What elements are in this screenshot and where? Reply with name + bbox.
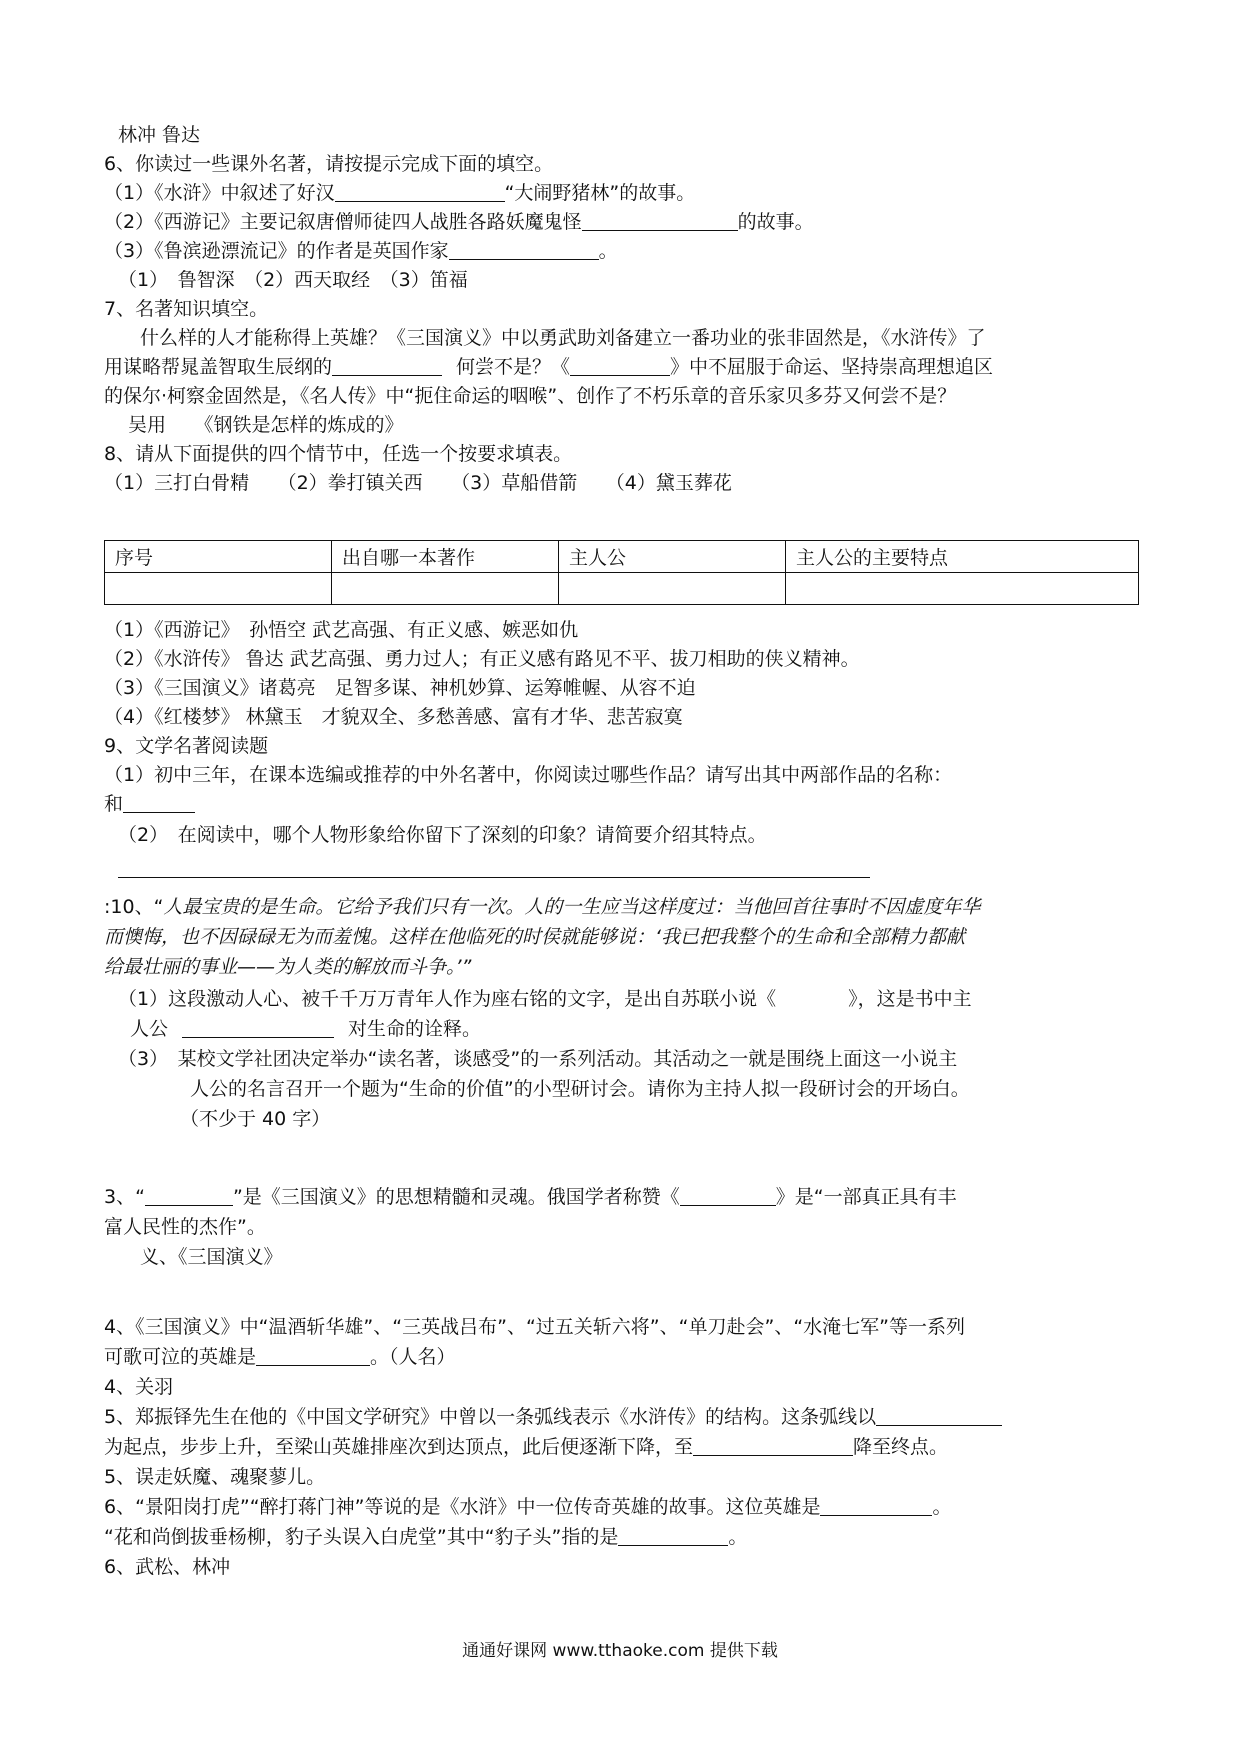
text-line: 林冲 鲁达 <box>118 124 201 146</box>
text-line <box>104 790 195 818</box>
text-line: 4、《三国演义》中“温酒斩华雄”、“三英战吕布”、“过五关斩六将”、“单刀赴会”、“水淹七军”等一系列 <box>104 1316 966 1338</box>
text-line <box>104 1343 456 1371</box>
text-line <box>104 179 695 207</box>
text-line <box>104 1433 948 1461</box>
text-line: （1）三打白骨精 （2）拳打镇关西 （3）草船借箭 （4）黛玉葬花 <box>104 472 732 494</box>
answer-line: 义、《三国演义》 <box>140 1246 283 1268</box>
table-cell[interactable] <box>786 573 1139 605</box>
answer-line: （4）《红楼梦》 林黛玉 才貌双全、多愁善感、富有才华、悲苦寂寞 <box>104 706 683 728</box>
table-cell[interactable] <box>559 573 786 605</box>
text-fragment: 对生命的诠释。 <box>348 1018 482 1040</box>
table-header-cell: 序号 <box>105 541 332 573</box>
text-line: 什么样的人才能称得上英雄？《三国演义》中以勇武助刘备建立一番功业的张非固然是，《水浒传》了 <box>140 327 986 349</box>
text-fragment: 降至终点。 <box>853 1436 949 1458</box>
fill-blank[interactable] <box>123 792 195 813</box>
text-fragment: （1）《水浒》中叙述了好汉 <box>104 182 335 204</box>
text-fragment: :10、“ <box>104 896 164 918</box>
fill-blank[interactable] <box>182 1017 334 1038</box>
text-fragment: 为起点，步步上升，至梁山英雄排座次到达顶点，此后便逐渐下降，至 <box>104 1436 694 1458</box>
question-heading: 6、你读过一些课外名著，请按提示完成下面的填空。 <box>104 153 554 175</box>
quote-text: 给最壮丽的事业——为人类的解放而斗争。’” <box>104 956 472 978</box>
text-fragment: 。 <box>728 1526 748 1548</box>
quote-text: 而懊悔，也不因碌碌无为而羞愧。这样在他临死的时侯就能够说：‘我已把我整个的生命和全部精力都献 <box>104 926 966 948</box>
fill-blank[interactable] <box>820 1495 932 1516</box>
text-line: 的保尔·柯察金固然是，《名人传》中“扼住命运的咽喉”、创作了不朽乐章的音乐家贝多芬又何尝不是？ <box>104 385 957 407</box>
answer-line: 吴用 《钢铁是怎样的炼成的》 <box>128 414 404 436</box>
quote-text: 人最宝贵的是生命。它给予我们只有一次。人的一生应当这样度过：当他回首往事时不因虚度年华 <box>163 896 981 918</box>
text-fragment: （1）这段激动人心、被千千万万青年人作为座右铭的文字，是出自苏联小说《 <box>118 988 777 1010</box>
text-line: （不少于 40 字） <box>180 1108 331 1130</box>
answer-line: （1） 鲁智深 （2）西天取经 （3）笛福 <box>118 269 468 291</box>
text-line <box>104 1523 747 1551</box>
answer-line: 5、误走妖魔、魂聚蓼儿。 <box>104 1466 326 1488</box>
table-row <box>105 573 1139 605</box>
table-header-cell: 主人公的主要特点 <box>786 541 1139 573</box>
fill-blank[interactable] <box>693 1435 853 1456</box>
answer-line: （2）《水浒传》 鲁达 武艺高强、勇力过人；有正义感有路见不平、拔刀相助的侠义精神。 <box>104 648 860 670</box>
text-line <box>104 208 814 236</box>
fill-blank[interactable] <box>145 1185 233 1206</box>
fill-blank[interactable] <box>876 1405 1002 1426</box>
question-heading: 9、文学名著阅读题 <box>104 735 269 757</box>
text-fragment: ”是《三国演义》的思想精髓和灵魂。俄国学者称赞《 <box>232 1186 680 1208</box>
text-line: 人公的名言召开一个题为“生命的价值”的小型研讨会。请你为主持人拟一段研讨会的开场白。 <box>190 1078 970 1100</box>
text-line: （1）初中三年，在课本选编或推荐的中外名著中，你阅读过哪些作品？请写出其中两部作品的名称： <box>104 764 953 786</box>
answer-line: 4、关羽 <box>104 1376 174 1398</box>
text-fragment: 何尝不是？《 <box>456 356 571 378</box>
answer-underline[interactable] <box>118 877 870 878</box>
text-fragment: 可歌可泣的英雄是 <box>104 1346 257 1368</box>
text-line <box>104 1403 1002 1431</box>
fill-blank[interactable] <box>618 1525 728 1546</box>
answer-line: （3）《三国演义》诸葛亮 足智多谋、神机妙算、运筹帷幄、从容不迫 <box>104 677 696 699</box>
text-fragment: 。（人名） <box>370 1346 456 1368</box>
text-fragment: 。 <box>932 1496 952 1518</box>
text-fragment: “花和尚倒拔垂杨柳，豹子头误入白虎堂”其中“豹子头”指的是 <box>104 1526 619 1548</box>
text-fragment: 6、“景阳岗打虎”“醉打蒋门神”等说的是《水浒》中一位传奇英雄的故事。这位英雄是 <box>104 1496 821 1518</box>
text-line <box>104 237 618 265</box>
text-fragment: 》，这是书中主 <box>848 988 972 1010</box>
text-fragment: 和 <box>104 793 124 815</box>
table-cell[interactable] <box>105 573 332 605</box>
text-fragment: 。 <box>598 240 618 262</box>
answer-table <box>104 540 1139 605</box>
text-line <box>104 893 980 921</box>
fill-blank[interactable] <box>256 1345 370 1366</box>
text-line <box>104 1493 951 1521</box>
fill-blank[interactable] <box>582 210 738 231</box>
page-footer: 通通好课网 www.tthaoke.com 提供下载 <box>462 1641 778 1661</box>
text-line: （3） 某校文学社团决定举办“读名著，谈感受”的一系列活动。其活动之一就是围绕上面这一小说主 <box>118 1048 958 1070</box>
text-line <box>104 353 993 381</box>
question-heading: 8、请从下面提供的四个情节中，任选一个按要求填表。 <box>104 443 573 465</box>
text-line <box>104 1183 957 1211</box>
text-fragment: 人公 <box>130 1018 169 1040</box>
text-fragment: 》中不屈服于命运、坚持崇高理想追区 <box>670 356 994 378</box>
text-fragment: 3、“ <box>104 1186 145 1208</box>
fill-blank[interactable] <box>570 355 670 376</box>
question-heading: 7、名著知识填空。 <box>104 298 269 320</box>
answer-line: （1）《西游记》 孙悟空 武艺高强、有正义感、嫉恶如仇 <box>104 619 579 641</box>
table-cell[interactable] <box>332 573 559 605</box>
text-line: 富人民性的杰作”。 <box>104 1216 266 1238</box>
fill-blank[interactable] <box>335 181 505 202</box>
text-fragment: 的故事。 <box>737 211 814 233</box>
table-header-cell: 主人公 <box>559 541 786 573</box>
answer-line: 6、武松、林冲 <box>104 1556 231 1578</box>
text-line: （2） 在阅读中，哪个人物形象给你留下了深刻的印象？请简要介绍其特点。 <box>118 824 767 846</box>
fill-blank[interactable] <box>332 355 442 376</box>
fill-blank[interactable] <box>449 239 599 260</box>
text-fragment: “大闹野猪林”的故事。 <box>504 182 696 204</box>
text-fragment: 5、郑振铎先生在他的《中国文学研究》中曾以一条弧线表示《水浒传》的结构。这条弧线以 <box>104 1406 877 1428</box>
text-line <box>118 985 972 1013</box>
fill-blank[interactable] <box>680 1185 776 1206</box>
text-line <box>130 1015 481 1043</box>
text-fragment: 》是“一部真正具有丰 <box>775 1186 957 1208</box>
table-header-row <box>105 541 1139 573</box>
table-header-cell: 出自哪一本著作 <box>332 541 559 573</box>
text-fragment: 用谋略帮晁盖智取生辰纲的 <box>104 356 333 378</box>
text-fragment: （2）《西游记》主要记叙唐僧师徒四人战胜各路妖魔鬼怪 <box>104 211 582 233</box>
text-fragment: （3）《鲁滨逊漂流记》的作者是英国作家 <box>104 240 449 262</box>
